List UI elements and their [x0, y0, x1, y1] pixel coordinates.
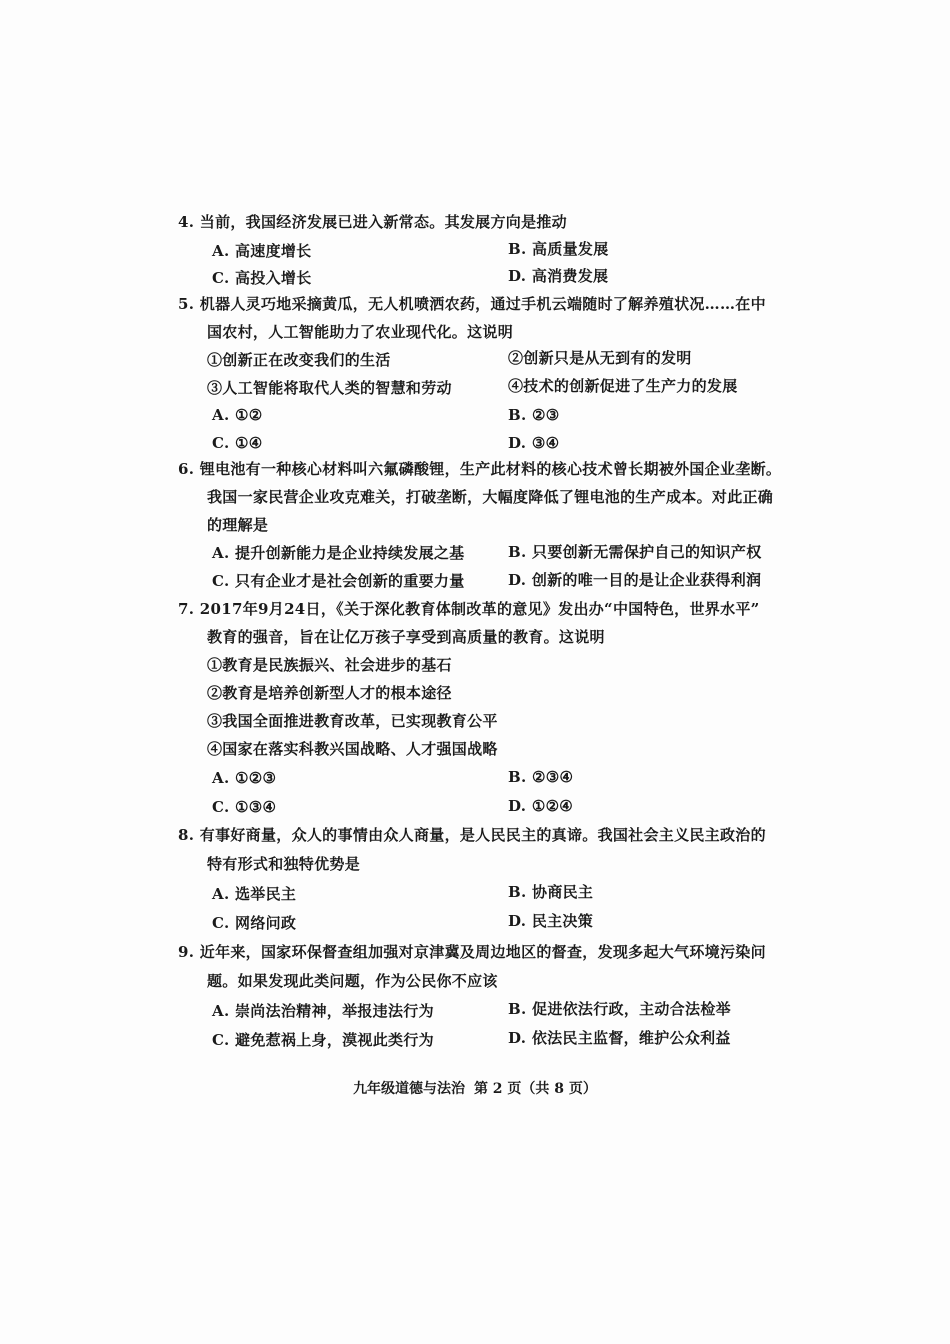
statement-3: ③我国全面推进教育改革，已实现教育公平: [207, 712, 498, 730]
statement-4: ④技术的创新促进了生产力的发展: [508, 377, 738, 395]
statement-4: ④国家在落实科教兴国战略、人才强国战略: [207, 740, 498, 758]
option-b: B. ②③④: [508, 768, 574, 786]
option-d: D. 民主决策: [508, 912, 594, 930]
option-b: B. 协商民主: [508, 883, 594, 901]
option-b: B. 高质量发展: [508, 240, 609, 258]
option-d: D. ①②④: [508, 797, 574, 815]
option-c: C. 网络问政: [212, 914, 297, 932]
option-b: B. 促进依法行政，主动合法检举: [508, 1000, 731, 1018]
option-d: D. ③④: [508, 434, 560, 452]
option-c: C. ①③④: [212, 798, 277, 816]
option-d: D. 创新的唯一目的是让企业获得利润: [508, 571, 762, 589]
question-stem-continued: 国农村，人工智能助力了农业现代化。这说明: [207, 323, 514, 341]
option-c: C. 只有企业才是社会创新的重要力量: [212, 572, 465, 590]
question-stem-continued: 特有形式和独特优势是: [207, 855, 361, 873]
question-stem: 4. 当前，我国经济发展已进入新常态。其发展方向是推动: [178, 213, 567, 231]
question-stem-continued: 题。如果发现此类问题，作为公民你不应该: [207, 972, 498, 990]
statement-3: ③人工智能将取代人类的智慧和劳动: [207, 379, 452, 397]
footer-subject: 九年级道德与法治: [353, 1081, 466, 1097]
question-stem: 9. 近年来，国家环保督查组加强对京津冀及周边地区的督查，发现多起大气环境污染问: [178, 943, 766, 961]
option-b: B. ②③: [508, 406, 560, 424]
option-c: C. ①④: [212, 434, 263, 452]
option-a: A. ①②③: [212, 769, 277, 787]
option-a: A. 提升创新能力是企业持续发展之基: [212, 544, 465, 562]
option-c: C. 高投入增长: [212, 269, 312, 287]
option-a: A. 高速度增长: [212, 242, 312, 260]
question-stem-continued: 教育的强音，旨在让亿万孩子享受到高质量的教育。这说明: [207, 628, 605, 646]
option-b: B. 只要创新无需保护自己的知识产权: [508, 543, 762, 561]
question-stem-continued: 我国一家民营企业攻克难关，打破垄断，大幅度降低了锂电池的生产成本。对此正确: [207, 488, 774, 506]
statement-2: ②教育是培养创新型人才的根本途径: [207, 684, 452, 702]
option-a: A. ①②: [212, 406, 263, 424]
page-footer: [0, 1078, 950, 1098]
question-stem: 5. 机器人灵巧地采摘黄瓜，无人机喷洒农药，通过手机云端随时了解养殖状况……在中: [178, 295, 766, 313]
question-stem: 6. 锂电池有一种核心材料叫六氟磷酸锂，生产此材料的核心技术曾长期被外国企业垄断。: [178, 460, 782, 478]
statement-1: ①创新正在改变我们的生活: [207, 351, 391, 369]
footer-page-number: 第 2 页（共 8 页）: [473, 1081, 597, 1097]
question-stem: 7. 2017年9月24日，《关于深化教育体制改革的意见》发出办“中国特色，世界水平”: [178, 600, 760, 618]
option-d: D. 高消费发展: [508, 267, 609, 285]
question-stem: 8. 有事好商量，众人的事情由众人商量，是人民民主的真谛。我国社会主义民主政治的: [178, 826, 766, 844]
statement-1: ①教育是民族振兴、社会进步的基石: [207, 656, 452, 674]
option-c: C. 避免惹祸上身，漠视此类行为: [212, 1031, 434, 1049]
option-a: A. 选举民主: [212, 885, 297, 903]
option-d: D. 依法民主监督，维护公众利益: [508, 1029, 731, 1047]
option-a: A. 崇尚法治精神，举报违法行为: [212, 1002, 434, 1020]
question-stem-continued: 的理解是: [207, 516, 269, 534]
statement-2: ②创新只是从无到有的发明: [508, 349, 692, 367]
